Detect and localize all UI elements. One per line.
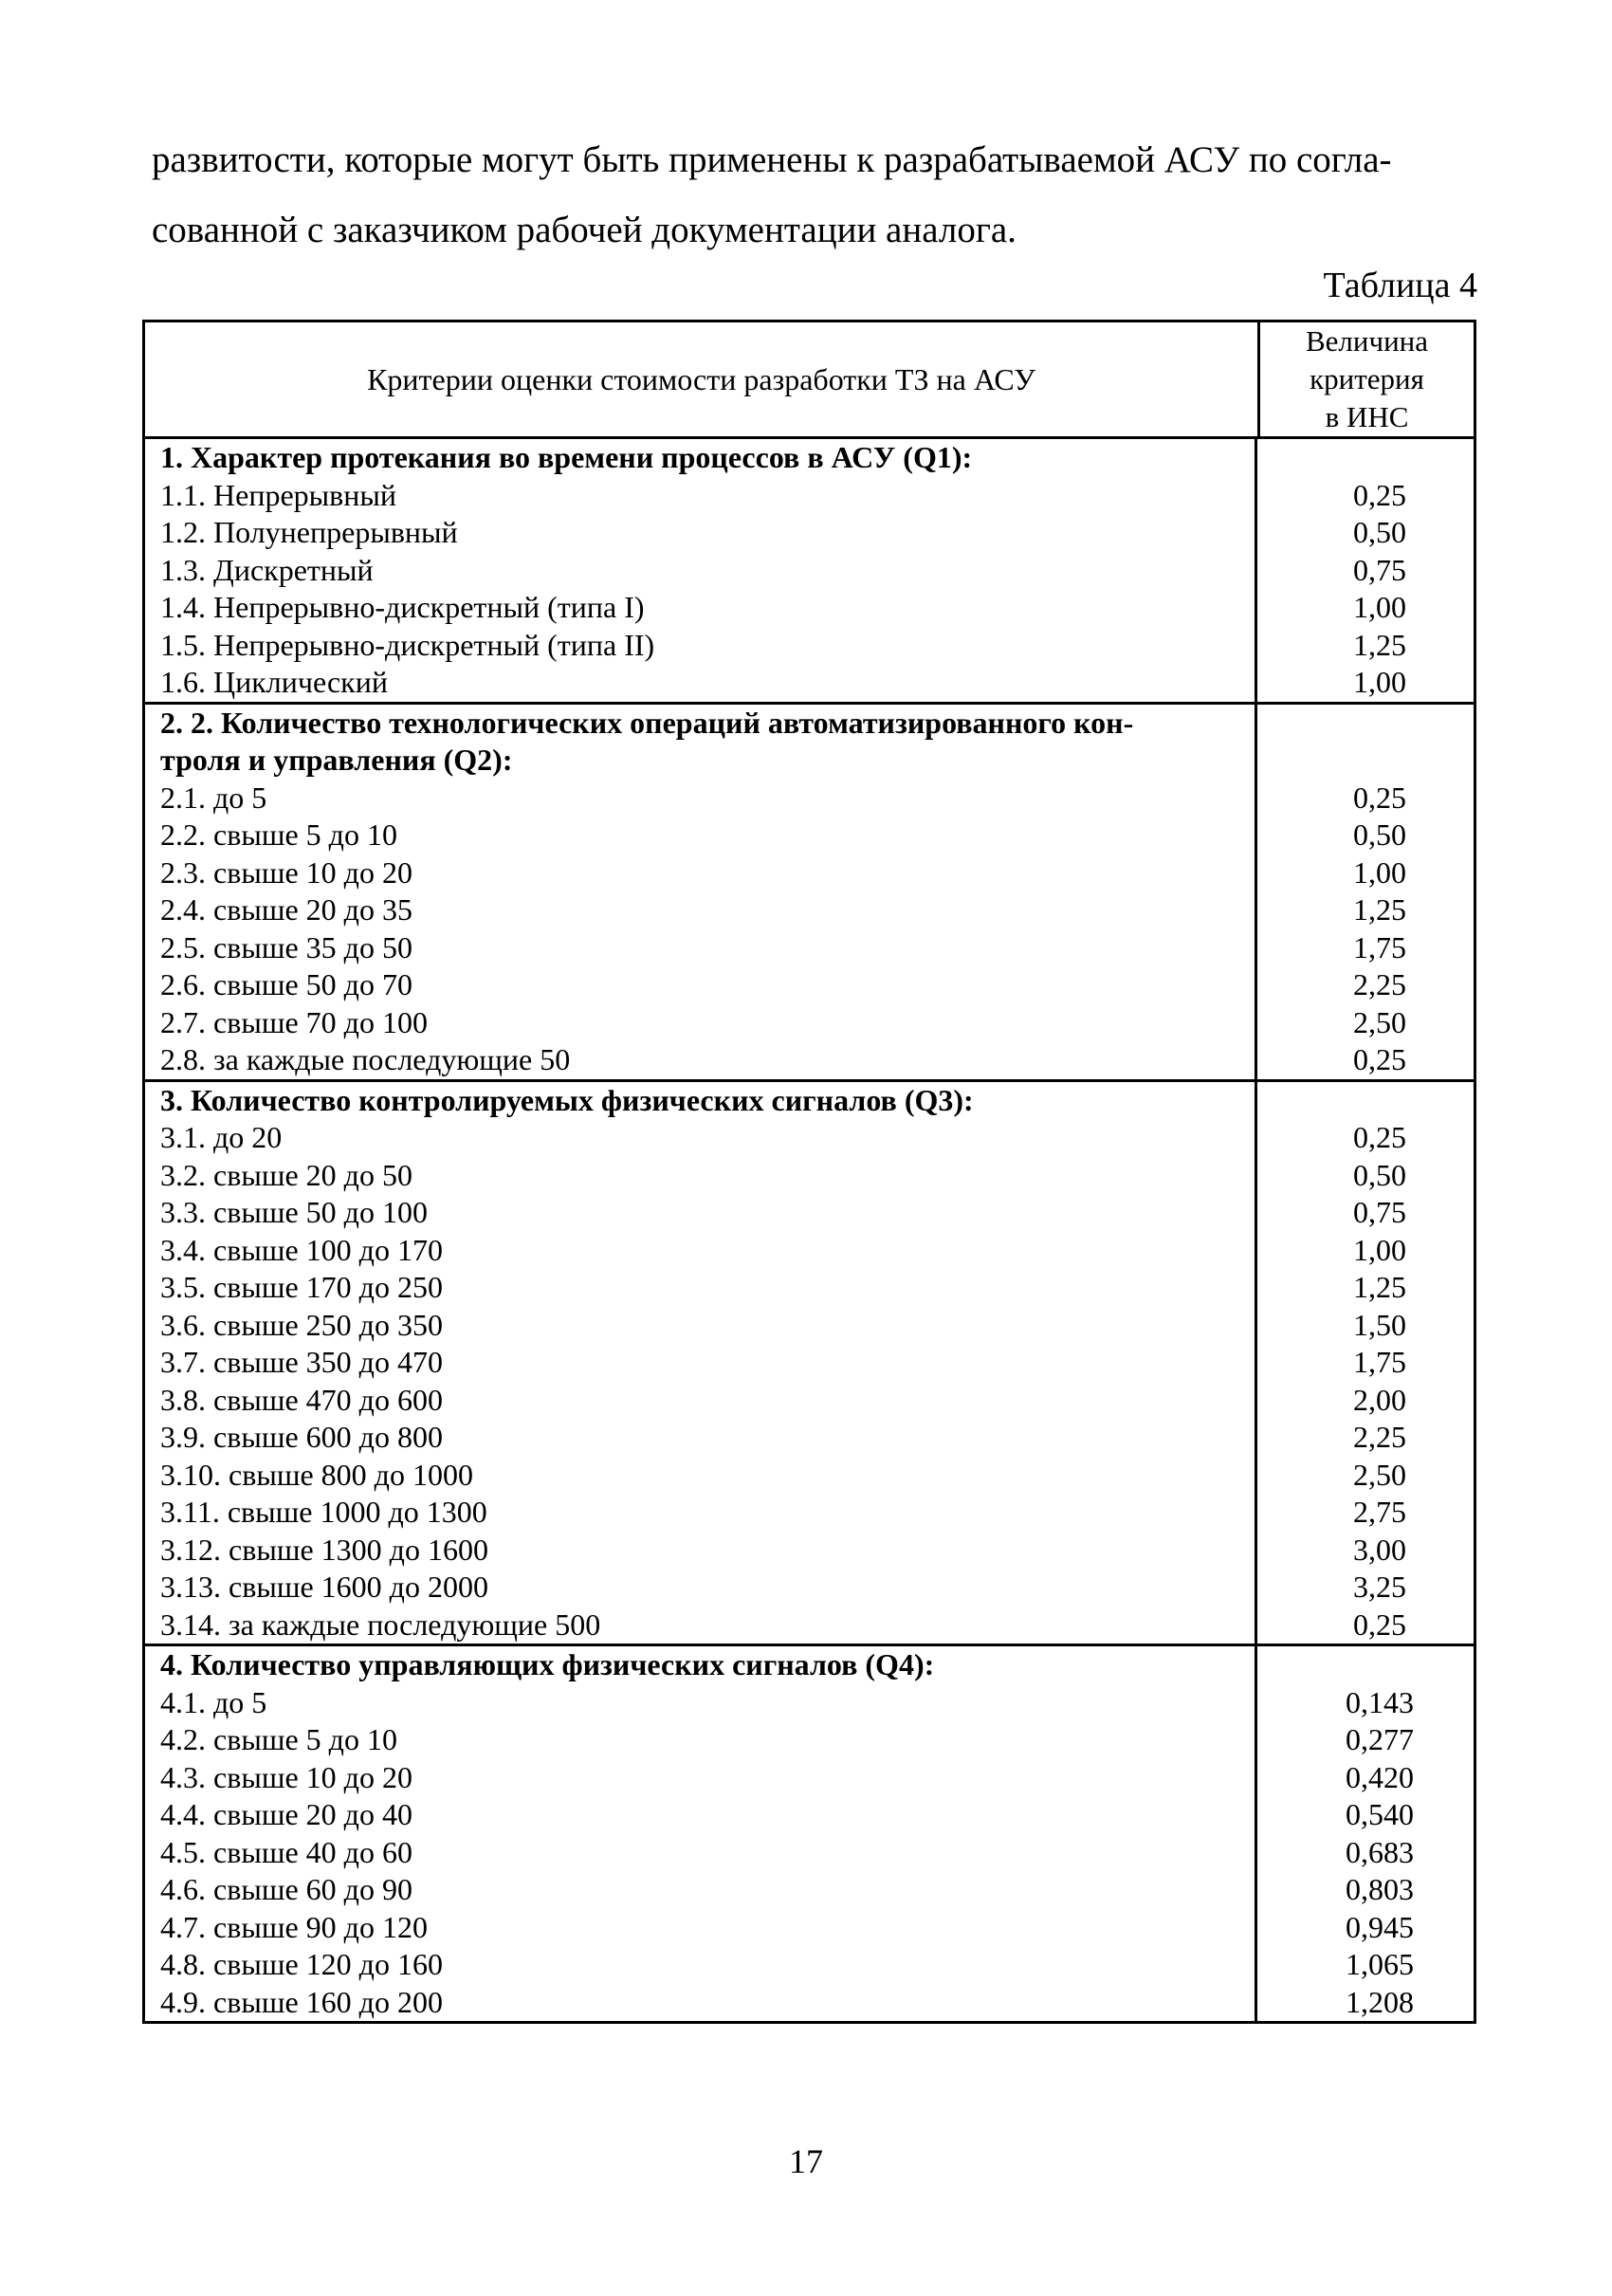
criteria-cell [145,439,1257,702]
criterion-label: 1.4. Непрерывно-дискретный (типа I) [160,590,645,624]
criterion-value: 1,00 [1353,590,1406,624]
criterion-value: 0,75 [1353,1195,1406,1229]
criterion-label: 2.2. свыше 5 до 10 [160,817,397,852]
criterion-value: 2,75 [1353,1495,1406,1529]
criterion-label: 4.2. свыше 5 до 10 [160,1722,397,1756]
criterion-label: 3.4. свыше 100 до 170 [160,1232,443,1267]
criterion-value: 1,75 [1353,1345,1406,1379]
criterion-value: 1,00 [1353,854,1406,890]
criterion-value: 1,00 [1353,1232,1406,1267]
criterion-value: 1,25 [1353,627,1406,662]
criterion-label: 2.6. свыше 50 до 70 [160,967,412,1001]
criterion-label: 2.1. до 5 [160,780,267,815]
criterion-value: 1,25 [1353,1270,1406,1304]
criterion-label: 1.5. Непрерывно-дискретный (типа II) [160,627,655,662]
intro-line-1: развитости, которые могут быть применены к разрабатываемой АСУ по согла- [152,139,1392,180]
criterion-value: 0,25 [1353,780,1406,815]
value-cell [1257,1646,1474,2021]
criterion-value: 1,00 [1353,665,1406,699]
header-criteria-cell: Критерии оценки стоимости разработки ТЗ на АСУ [145,322,1260,436]
criterion-value: 1,75 [1353,929,1406,964]
criterion-label: 2.5. свыше 35 до 50 [160,929,412,964]
group-title: 1. Характер протекания во времени процессов в АСУ (Q1): [160,440,973,474]
criterion-value: 0,25 [1353,1042,1406,1076]
criterion-label: 2.3. свыше 10 до 20 [160,854,412,890]
criterion-label: 2.4. свыше 20 до 35 [160,892,412,927]
intro-line-2: сованной с заказчиком рабочей документации аналога. [152,210,1017,250]
criterion-value: 2,50 [1353,1457,1406,1492]
header-value-line: Величина [1305,324,1429,358]
header-value-line: критерия [1310,362,1424,395]
criteria-cell [145,1082,1257,1644]
criterion-value: 0,25 [1353,1120,1406,1154]
criterion-label: 3.7. свыше 350 до 470 [160,1345,443,1379]
criterion-label: 4.8. свыше 120 до 160 [160,1947,443,1981]
criterion-label: 2.8. за каждые последующие 50 [160,1042,571,1076]
table-caption: Таблица 4 [1323,266,1477,305]
criterion-value: 0,50 [1353,817,1406,852]
criterion-label: 1.1. Непрерывный [160,477,396,512]
criterion-value: 0,277 [1346,1722,1414,1756]
criterion-value: 2,50 [1353,1004,1406,1039]
criterion-label: 3.5. свыше 170 до 250 [160,1270,443,1304]
group-title: 2. 2. Количество технологических операций автоматизированного кон- [160,705,1134,740]
criterion-label: 4.7. свыше 90 до 120 [160,1909,428,1944]
criterion-value: 3,00 [1353,1532,1406,1567]
criterion-label: 3.11. свыше 1000 до 1300 [160,1495,487,1529]
value-cell [1257,439,1474,702]
criterion-value: 0,803 [1346,1872,1414,1906]
page-number: 17 [789,2142,823,2180]
criterion-label: 4.1. до 5 [160,1684,267,1719]
criteria-table [142,320,1476,2024]
criterion-label: 3.12. свыше 1300 до 1600 [160,1532,488,1567]
criterion-value: 2,00 [1353,1382,1406,1417]
criteria-cell [145,1646,1257,2021]
group-title: 4. Количество управляющих физических сигналов (Q4): [160,1647,935,1681]
criterion-value: 0,25 [1353,1607,1406,1642]
criterion-value: 0,683 [1346,1834,1414,1869]
criterion-value: 1,25 [1353,892,1406,927]
criterion-label: 4.5. свыше 40 до 60 [160,1834,412,1869]
criterion-label: 1.6. Циклический [160,665,388,699]
criterion-label: 3.10. свыше 800 до 1000 [160,1457,473,1492]
criterion-label: 3.9. свыше 600 до 800 [160,1420,443,1454]
intro-paragraph [152,125,1479,266]
criterion-label: 4.4. свыше 20 до 40 [160,1797,412,1831]
criterion-label: 3.14. за каждые последующие 500 [160,1607,601,1642]
table-header-row [145,322,1474,439]
criterion-label: 3.13. свыше 1600 до 2000 [160,1570,488,1604]
header-value-line: в ИНС [1325,400,1409,433]
criterion-label: 1.3. Дискретный [160,552,374,587]
criterion-value: 1,065 [1346,1947,1414,1981]
criterion-value: 0,75 [1353,552,1406,587]
criterion-label: 3.3. свыше 50 до 100 [160,1195,428,1229]
criterion-value: 0,540 [1346,1797,1414,1831]
criterion-value: 0,143 [1346,1684,1414,1719]
criterion-label: 4.6. свыше 60 до 90 [160,1872,412,1906]
group-title: 3. Количество контролируемых физических сигналов (Q3): [160,1082,974,1117]
criterion-value: 0,945 [1346,1909,1414,1944]
criterion-value: 1,208 [1346,1984,1414,2019]
criterion-label: 2.7. свыше 70 до 100 [160,1004,428,1039]
table-body [145,439,1474,2021]
criterion-label: 4.3. свыше 10 до 20 [160,1759,412,1794]
criterion-label: 3.8. свыше 470 до 600 [160,1382,443,1417]
table-group-row [145,705,1474,1082]
table-group-row [145,1082,1474,1647]
table-group-row [145,1646,1474,2021]
criterion-value: 0,50 [1353,1157,1406,1192]
criterion-value: 0,50 [1353,515,1406,549]
criterion-label: 3.6. свыше 250 до 350 [160,1307,443,1342]
value-cell [1257,1082,1474,1644]
criterion-value: 0,25 [1353,477,1406,512]
group-title: троля и управления (Q2): [160,743,513,777]
criterion-label: 1.2. Полунепрерывный [160,515,458,549]
value-cell [1257,705,1474,1079]
criterion-value: 0,420 [1346,1759,1414,1794]
criterion-value: 2,25 [1353,967,1406,1001]
criteria-cell [145,705,1257,1079]
header-value-cell [1260,322,1474,436]
criterion-value: 1,50 [1353,1307,1406,1342]
criterion-label: 4.9. свыше 160 до 200 [160,1984,443,2019]
table-group-row [145,439,1474,705]
criterion-label: 3.1. до 20 [160,1120,283,1154]
criterion-value: 3,25 [1353,1570,1406,1604]
criterion-value: 2,25 [1353,1420,1406,1454]
criterion-label: 3.2. свыше 20 до 50 [160,1157,412,1192]
